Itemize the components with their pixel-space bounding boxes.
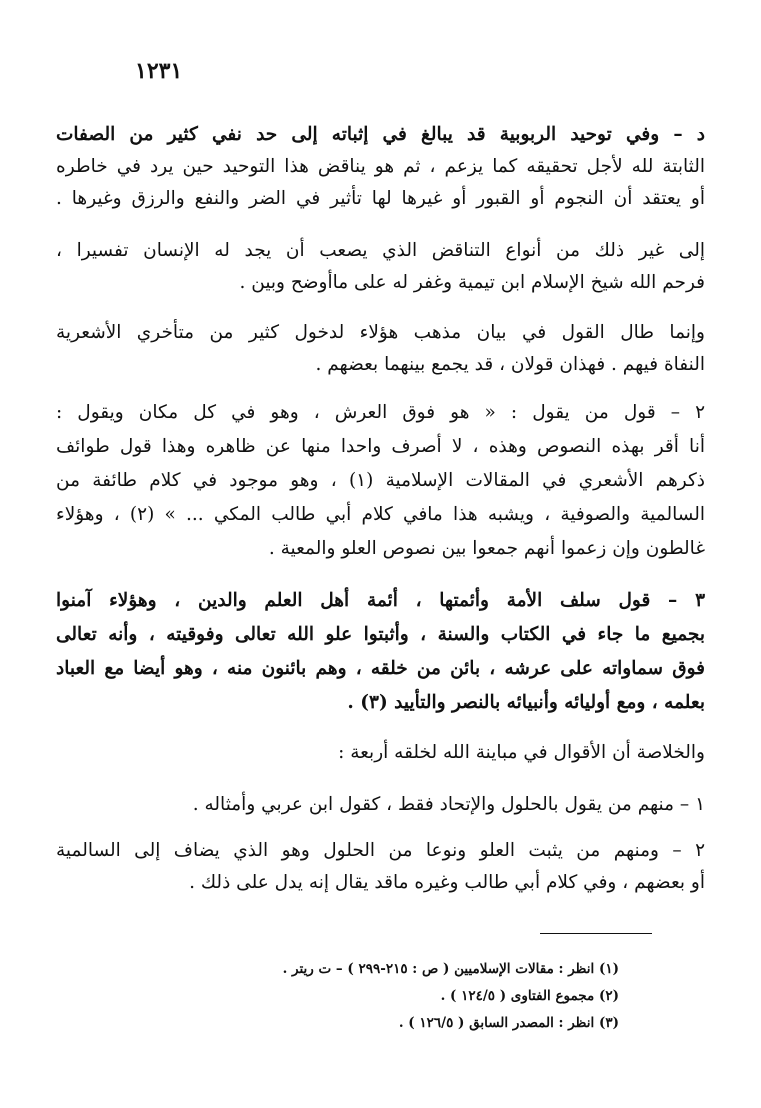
paragraph-5-line-1: ٣ – قول سلف الأمة وأئمتها ، أئمة أهل العلم والدين ، وهؤلاء آمنوا	[56, 590, 705, 611]
paragraph-4-line-3: ذكرهم الأشعري في المقالات الإسلامية (١) ، وهو موجود في كلام طائفة من	[56, 470, 705, 491]
paragraph-1-line-2: الثابتة لله لأجل تحقيقه كما يزعم ، ثم هو يناقض هذا التوحيد حين يرد في خاطره	[56, 156, 705, 177]
footnote-separator	[540, 933, 652, 934]
footnote-1: (١) انظر : مقالات الإسلاميين ( ص : ٢١٥-٢٩٩ ) – ت ريتر .	[282, 961, 619, 977]
paragraph-8-line-1: ٢ – ومنهم من يثبت العلو ونوعا من الحلول وهو الذي يضاف إلى السالمية	[56, 840, 705, 861]
paragraph-4-line-4: السالمية والصوفية ، ويشبه هذا مافي كلام أبي طالب المكي ... » (٢) ، وهؤلاء	[56, 504, 705, 525]
paragraph-3-line-2: النفاة فيهم . فهذان قولان ، قد يجمع بينهما بعضهم .	[315, 354, 705, 375]
page-number: ١٢٣١	[135, 58, 183, 84]
paragraph-8-line-2: أو بعضهم ، وفي كلام أبي طالب وغيره ماقد يقال إنه يدل على ذلك .	[189, 872, 705, 893]
paragraph-2-line-1: إلى غير ذلك من أنواع التناقض الذي يصعب أن يجد له الإنسان تفسيرا ،	[56, 240, 705, 261]
paragraph-4-line-1: ٢ – قول من يقول : « هو فوق العرش ، وهو في كل مكان ويقول :	[56, 402, 705, 423]
paragraph-1-line-1: د – وفي توحيد الربوبية قد يبالغ في إثباته إلى حد نفي كثير من الصفات	[56, 124, 705, 145]
paragraph-2-line-2: فرحم الله شيخ الإسلام ابن تيمية وغفر له على ماأوضح وبين .	[239, 272, 705, 293]
paragraph-1-line-3: أو يعتقد أن النجوم أو القبور أو غيرها لها تأثير في الضر والنفع والرزق وغيرها .	[56, 188, 705, 209]
paragraph-5-line-4: بعلمه ، ومع أوليائه وأنبيائه بالنصر والتأييد (٣) .	[347, 692, 705, 713]
paragraph-4-line-5: غالطون وإن زعموا أنهم جمعوا بين نصوص العلو والمعية .	[268, 538, 705, 559]
paragraph-7-line-1: ١ – منهم من يقول بالحلول والإتحاد فقط ، كقول ابن عربي وأمثاله .	[192, 794, 705, 815]
paragraph-4-line-2: أنا أقر بهذه النصوص وهذه ، لا أصرف واحدا منها عن ظاهره وهذا قول طوائف	[56, 436, 705, 457]
paragraph-6-line-1: والخلاصة أن الأقوال في مباينة الله لخلقه أربعة :	[338, 742, 705, 763]
footnote-2: (٢) مجموع الفتاوى ( ١٢٤/٥ ) .	[440, 988, 619, 1004]
paragraph-3-line-1: وإنما طال القول في بيان مذهب هؤلاء لدخول كثير من متأخري الأشعرية	[56, 322, 705, 343]
footnote-3: (٣) انظر : المصدر السابق ( ١٢٦/٥ ) .	[398, 1015, 619, 1031]
paragraph-5-line-2: بجميع ما جاء في الكتاب والسنة ، وأثبتوا علو الله تعالى وفوقيته ، وأنه تعالى	[56, 624, 705, 645]
paragraph-5-line-3: فوق سماواته على عرشه ، بائن من خلقه ، وهم بائنون منه ، وهو أيضا مع العباد	[56, 658, 705, 679]
